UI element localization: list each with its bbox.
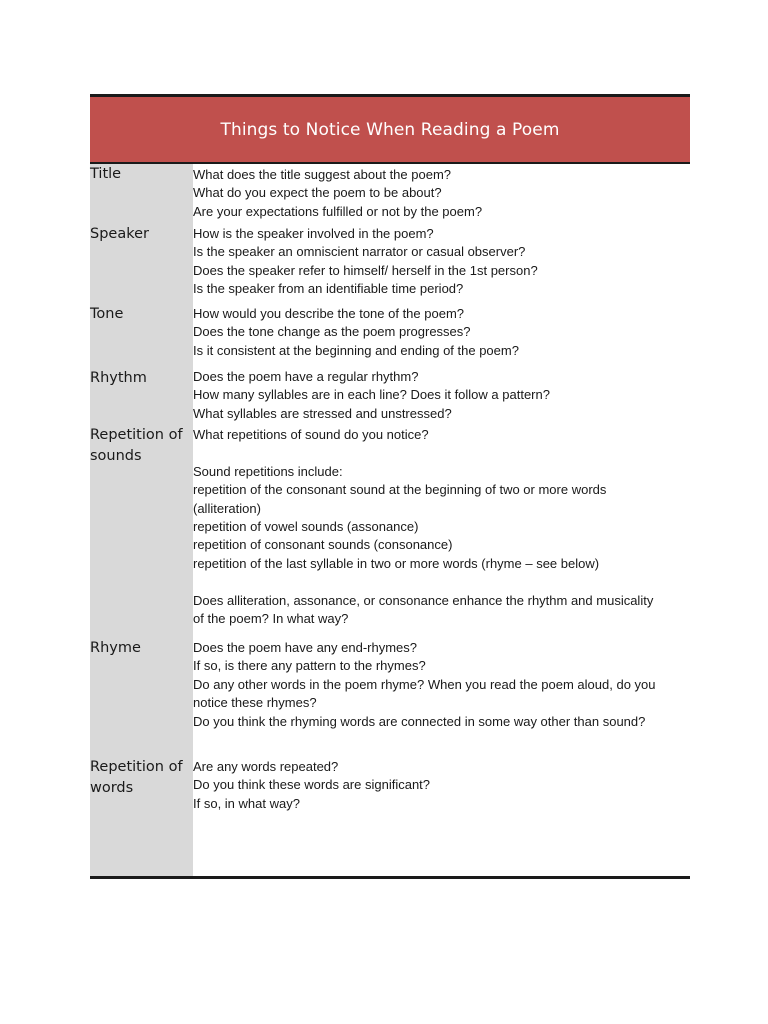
row-label-rhyme: Rhyme [90, 640, 141, 656]
row-content-tone [193, 305, 519, 360]
blank-line [193, 444, 653, 462]
label-line: Repetition of [90, 759, 183, 775]
question-line: Is the speaker from an identifiable time period? [193, 281, 464, 297]
question-line: What repetitions of sound do you notice? [193, 427, 429, 442]
row-label-speaker: Speaker [90, 226, 149, 242]
question-line: of the poem? In what way? [193, 610, 349, 626]
table-header [90, 97, 690, 164]
question-line: (alliteration) [193, 500, 261, 516]
row-label-title: Title [90, 166, 122, 182]
question-line: Are your expectations fulfilled or not by the poem? [193, 203, 483, 219]
question-line: Do any other words in the poem rhyme? When you read the poem aloud, do you [193, 676, 656, 692]
question-line: Does the speaker refer to himself/ herself in the 1st person? [193, 262, 538, 278]
question-line: How is the speaker involved in the poem? [193, 226, 434, 241]
question-line: Does the tone change as the poem progresses? [193, 324, 471, 340]
question-line: What does the title suggest about the poem? [193, 167, 452, 182]
row-content-repetition-of-words [193, 758, 430, 813]
label-line: Repetition of [90, 427, 183, 443]
question-line: Does the poem have a regular rhythm? [193, 369, 419, 384]
question-line: repetition of the last syllable in two or more words (rhyme – see below) [193, 555, 600, 571]
question-line: If so, is there any pattern to the rhymes? [193, 658, 426, 674]
row-content-repetition-of-sounds [193, 426, 653, 628]
question-line: Is the speaker an omniscient narrator or casual observer? [193, 244, 526, 260]
row-content-rhythm [193, 368, 550, 423]
row-content-speaker [193, 225, 538, 299]
question-line: repetition of the consonant sound at the beginning of two or more words [193, 482, 607, 498]
question-line: Do you think these words are significant? [193, 777, 431, 793]
question-line: notice these rhymes? [193, 695, 317, 711]
blank-line [193, 573, 653, 591]
question-line: Does the poem have any end-rhymes? [193, 640, 418, 655]
row-label-tone: Tone [90, 306, 124, 322]
question-line: Does alliteration, assonance, or consonance enhance the rhythm and musicality [193, 592, 654, 608]
question-line: If so, in what way? [193, 795, 300, 811]
label-line: sounds [90, 448, 142, 464]
label-line: words [90, 780, 134, 796]
row-label-repetition-of-sounds [90, 425, 183, 467]
question-line: Sound repetitions include: [193, 463, 343, 479]
question-line: Is it consistent at the beginning and ending of the poem? [193, 342, 519, 358]
poem-reading-table [90, 94, 690, 879]
row-content-rhyme [193, 639, 656, 731]
row-label-repetition-of-words [90, 757, 183, 799]
row-label-rhythm: Rhythm [90, 370, 147, 386]
table-title: Things to Notice When Reading a Poem [220, 119, 560, 140]
question-line: repetition of consonant sounds (consonance) [193, 537, 453, 553]
question-line: repetition of vowel sounds (assonance) [193, 518, 419, 534]
question-line: Are any words repeated? [193, 759, 339, 774]
question-line: How would you describe the tone of the poem? [193, 306, 465, 321]
question-line: What syllables are stressed and unstressed? [193, 405, 452, 421]
question-line: What do you expect the poem to be about? [193, 185, 442, 201]
question-line: Do you think the rhyming words are connected in some way other than sound? [193, 713, 646, 729]
row-content-title [193, 166, 482, 221]
question-line: How many syllables are in each line? Does it follow a pattern? [193, 387, 550, 403]
